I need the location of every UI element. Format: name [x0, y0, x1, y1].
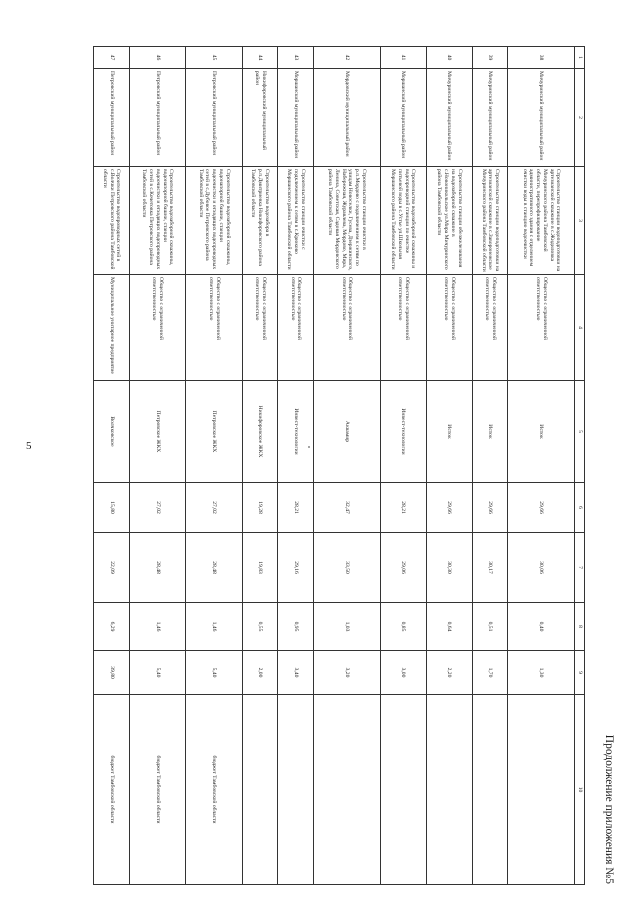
district-cell: Моршанский муниципальный район [278, 69, 314, 167]
owner-cell: Общество с ограниченной ответственностью [380, 275, 426, 381]
value-col7: 28,48 [129, 533, 185, 603]
value-col7: 30,30 [426, 533, 472, 603]
object-cell: Строительство водозаборной скважины, водонапорной башни, станции водоочистки и отходящих водопроводных сетей в с.Кочетовка Петровского района Тамбовской области [129, 167, 185, 275]
value-col7: 30,17 [472, 533, 508, 603]
funding-cell: бюджет Тамбовской области [94, 695, 130, 885]
column-header: 6 [575, 483, 585, 533]
funding-cell [242, 695, 278, 885]
district-cell: Петровский муниципальный район [186, 69, 242, 167]
owner-cell: Общество с ограниченной ответственностью [472, 275, 508, 381]
value-col7: 28,48 [186, 533, 242, 603]
source-cell: Волчковское [94, 381, 130, 483]
row-number: 44 [242, 47, 278, 69]
appendix-title: Продолжение приложения №5 [603, 734, 615, 884]
district-cell: Петровский муниципальный район [94, 69, 130, 167]
value-col9: 1,70 [472, 651, 508, 695]
value-col8: 1,03 [313, 603, 380, 651]
owner-cell: Общество с ограниченной ответственностью [242, 275, 278, 381]
district-cell: Мичуринский муниципальный район [426, 69, 472, 167]
object-cell: Строительство водопроводных сетей в с.Волчки Петровского района Тамбовской области [94, 167, 130, 275]
table-row [129, 47, 185, 885]
owner-cell: Общество с ограниченной ответственностью [426, 275, 472, 381]
source-cell: Инвест-технологии [380, 381, 426, 483]
value-col6: 29,66 [508, 483, 575, 533]
value-col9: 5,40 [129, 651, 185, 695]
row-number: 43 [278, 47, 314, 69]
value-col6: 19,28 [242, 483, 278, 533]
value-col6: 29,66 [426, 483, 472, 533]
value-col7: 29,16 [278, 533, 314, 603]
source-cell: Исток [472, 381, 508, 483]
value-col8: 0,64 [426, 603, 472, 651]
column-header: 9 [575, 651, 585, 695]
table-row [94, 47, 130, 885]
source-cell: Петровское ЖКХ [129, 381, 185, 483]
source-cell: Исток [508, 381, 575, 483]
value-col6: 15,80 [94, 483, 130, 533]
table-row [242, 47, 278, 885]
owner-cell: Общество с ограниченной ответственностью [508, 275, 575, 381]
row-number: 39 [472, 47, 508, 69]
table-row [472, 47, 508, 885]
value-col9: 3,20 [313, 651, 380, 695]
header-row [575, 47, 585, 885]
column-header: 2 [575, 69, 585, 167]
value-col7: 19,83 [242, 533, 278, 603]
value-col7: 30,06 [508, 533, 575, 603]
value-col6: 27,02 [186, 483, 242, 533]
table-row [278, 47, 314, 885]
value-col8: 0,55 [242, 603, 278, 651]
value-col8: 0,40 [508, 603, 575, 651]
column-header: 4 [575, 275, 585, 381]
source-cell: Петровское ЖКХ [186, 381, 242, 483]
object-cell: Строительство станции водоподготовки на артезианской скважине в с.Жидиловка Мичуринского района Тамбовской области, перепрофилирование административного здания с отделением очистки воды в станцию водоочистки [508, 167, 575, 275]
column-header: 7 [575, 533, 585, 603]
value-col9: 39,80 [94, 651, 130, 695]
value-col7: 29,06 [380, 533, 426, 603]
source-cell: Никифоровское ЖКХ [242, 381, 278, 483]
value-col7: 33,50 [313, 533, 380, 603]
row-number: 47 [94, 47, 130, 69]
owner-cell: Общество с ограниченной ответственностью [129, 275, 185, 381]
value-col8: 1,46 [186, 603, 242, 651]
owner-cell: Общество с ограниченной ответственностью [278, 275, 314, 381]
value-col9: 1,30 [508, 651, 575, 695]
value-col8: 1,46 [129, 603, 185, 651]
column-header: 3 [575, 167, 585, 275]
district-cell: Моршанский муниципальный район [380, 69, 426, 167]
value-col9: 2,00 [242, 651, 278, 695]
object-cell: Строительство станции водоподготовки на артезианской скважине в с.Заворонежское Мичуринского района Тамбовской области [472, 167, 508, 275]
object-cell: Строительство водозаборной скважины и водопроводной станции по очистке питьевой воды в с.Устье ул.Школьная Моршанского района Тамбовской области [380, 167, 426, 275]
value-col9: 3,40 [278, 651, 314, 695]
value-col8: 0,85 [380, 603, 426, 651]
table-row [508, 47, 575, 885]
row-number: 41 [380, 47, 426, 69]
source-cell: Исток [426, 381, 472, 483]
funding-cell [313, 695, 380, 885]
row-number: 38 [508, 47, 575, 69]
row-number: 42 [313, 47, 380, 69]
value-col8: 6,29 [94, 603, 130, 651]
table-row [313, 47, 380, 885]
value-col8: 0,95 [278, 603, 314, 651]
object-cell: Строительство станции очистки с подключением к сетям в с.Крюково Моршанского района Тамбовской области [278, 167, 314, 275]
district-cell: Мордовский муниципальный район [313, 69, 380, 167]
value-col6: 27,02 [129, 483, 185, 533]
page-number: 5 [26, 440, 32, 452]
district-cell: Мичуринский муниципальный район [508, 69, 575, 167]
column-header: 8 [575, 603, 585, 651]
row-number: 45 [186, 47, 242, 69]
table-row [426, 47, 472, 885]
rotated-table-block [93, 46, 615, 884]
column-header: 5 [575, 381, 585, 483]
row-number: 46 [129, 47, 185, 69]
source-cell: Аквамир [313, 381, 380, 483]
district-cell: Мичуринский муниципальный район [472, 69, 508, 167]
owner-cell: Общество с ограниченной ответственностью [313, 275, 380, 381]
value-col6: 32,47 [313, 483, 380, 533]
value-col9: 3,00 [380, 651, 426, 695]
funding-cell [508, 695, 575, 885]
object-cell: Строительство водозабора в р.п.Дмитриевка Никифоровского района Тамбовской области [242, 167, 278, 275]
row-number: 40 [426, 47, 472, 69]
source-cell: Инвест-технологии [278, 381, 314, 483]
value-col8: 0,51 [472, 603, 508, 651]
funding-cell [278, 695, 314, 885]
funding-cell [472, 695, 508, 885]
district-cell: Петровский муниципальный район [129, 69, 185, 167]
value-col9: 2,20 [426, 651, 472, 695]
column-header: 1 [575, 47, 585, 69]
data-table [93, 46, 585, 885]
value-col6: 28,21 [380, 483, 426, 533]
value-col9: 5,40 [186, 651, 242, 695]
owner-cell: Муниципальное унитарное предприятие [94, 275, 130, 381]
value-col6: 28,21 [278, 483, 314, 533]
value-col6: 29,66 [472, 483, 508, 533]
funding-cell: бюджет Тамбовской области [129, 695, 185, 885]
object-cell: Строительство водозаборной скважины, водонапорной башни, станции водоочистки и отходящих водопроводных сетей в с.Дубовое Петровского района Тамбовской области [186, 167, 242, 275]
district-cell: Никифоровский муниципальный район [242, 69, 278, 167]
object-cell: Строительство станции очистки в р.п.Мордово с подключением к сетям по улицам Новоселки, Гусева, Дзержинского, Набережная, Журавлева, Мордово, Мира, Ленина, Советская, Садовая Мордовского района Тамбовской области [313, 167, 380, 275]
funding-cell [380, 695, 426, 885]
object-cell: Строительство станции обезжелезивания на водозаборной скважине в с.Новоникольское ул.Мира Мичуринского района Тамбовской области [426, 167, 472, 275]
value-col7: 22,09 [94, 533, 130, 603]
column-header: 10 [575, 695, 585, 885]
table-row [380, 47, 426, 885]
funding-cell [426, 695, 472, 885]
table-row [186, 47, 242, 885]
owner-cell: Общество с ограниченной ответственностью [186, 275, 242, 381]
funding-cell: бюджет Тамбовской области [186, 695, 242, 885]
